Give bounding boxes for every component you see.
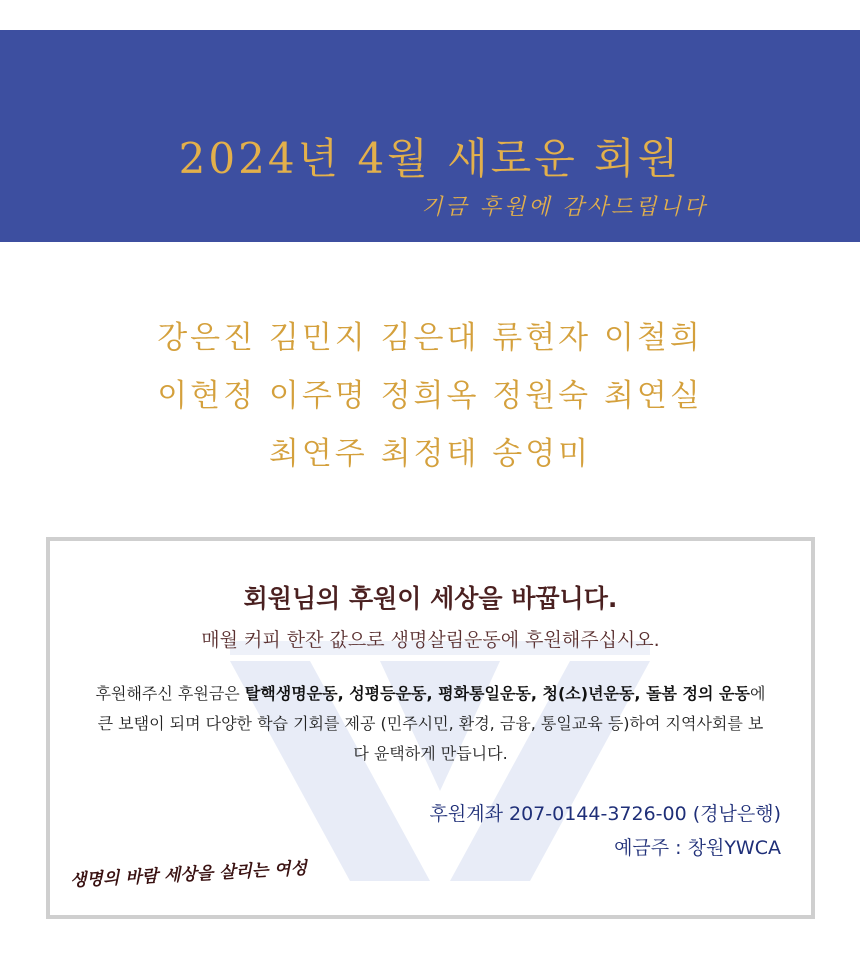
donation-campaigns: 탈핵생명운동, 성평등운동, 평화통일운동, 청(소)년운동, 돌봄 정의 운동: [244, 684, 750, 703]
member-names-line: 최연주 최정태 송영미: [268, 436, 592, 472]
member-names: [0, 312, 860, 486]
donation-description-text: 후원해주신 후원금은: [95, 684, 245, 703]
banner-subtitle: 기금 후원에 감사드립니다: [421, 195, 708, 220]
slogan: 생명의 바람 세상을 살리는 여성: [69, 858, 308, 891]
donation-headline: 회원님의 후원이 세상을 바꿉니다.: [243, 584, 618, 613]
member-names-line: 이현정 이주명 정희옥 정원숙 최연실: [157, 378, 703, 414]
donation-subline: 매월 커피 한잔 값으로 생명살림운동에 후원해주십시오.: [201, 629, 660, 651]
bank-account: 후원계좌 207-0144-3726-00 (경남은행): [429, 803, 781, 825]
account-holder: 예금주 : 창원YWCA: [614, 837, 781, 859]
member-names-line: 강은진 김민지 김은대 류현자 이철희: [157, 320, 703, 356]
donation-description: [90, 679, 771, 769]
header-banner: [0, 30, 860, 242]
donation-description-text: 에 큰 보탬이 되며 다양한 학습 기회를 제공 (민주시민, 환경, 금융, 통일교육 등)하여 지역사회를 보다 윤택하게 만듭니다.: [97, 684, 766, 763]
donation-info-box: [46, 537, 815, 919]
banner-title: 2024년 4월 새로운 회원: [178, 134, 682, 183]
bank-account-info: [430, 797, 781, 865]
